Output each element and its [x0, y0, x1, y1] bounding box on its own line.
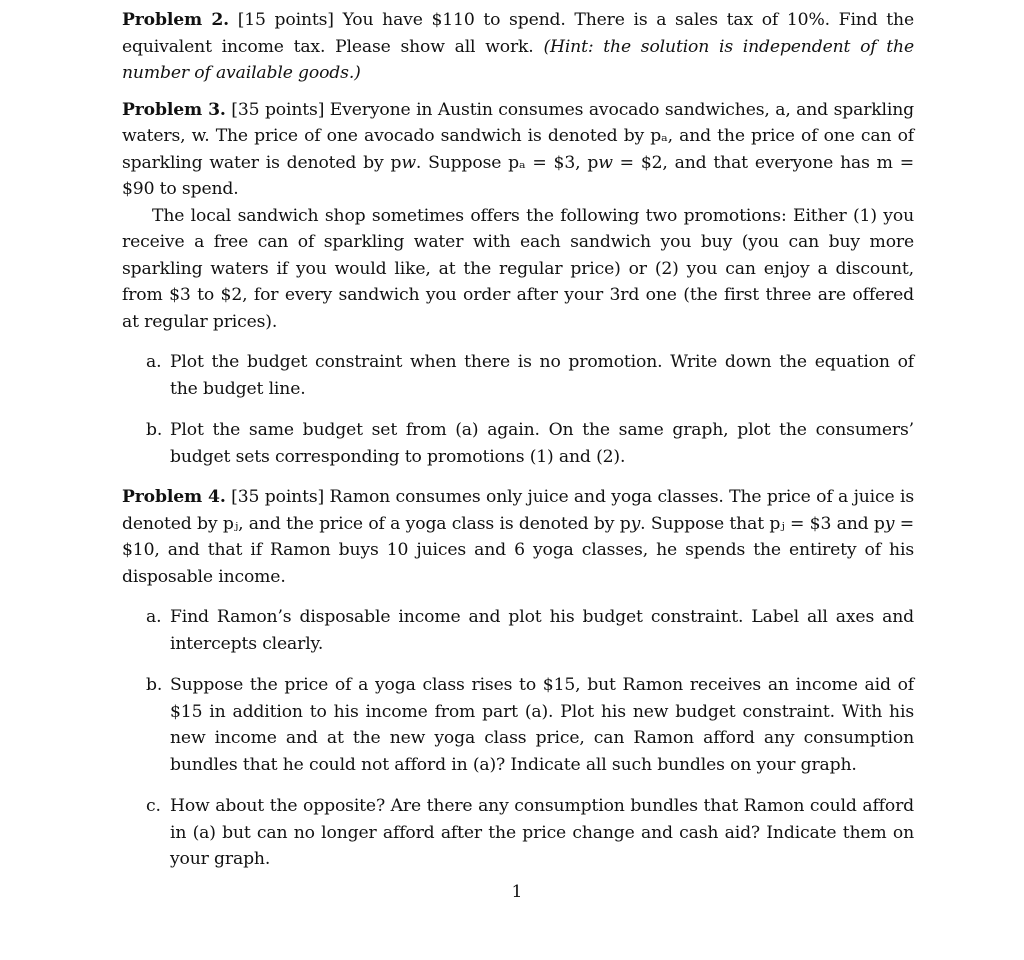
part-text: Suppose the price of a yoga class rises to $15, but Ramon receives an income aid of $15 in addition to his income from part (a). Plot his new budget constraint. With his new income and at the new yoga class price, can Ramon afford any consumption bundles that he could not afford in (a)? Indicate all such bundles on your graph. [170, 675, 914, 775]
problem-3 [122, 97, 914, 471]
problem-3-part-a [122, 349, 914, 402]
part-text: Find Ramon’s disposable income and plot his budget constraint. Label all axes and intercepts clearly. [170, 607, 914, 654]
part-marker: c. [146, 796, 161, 816]
part-text: How about the opposite? Are there any consumption bundles that Ramon could afford in (a) but can no longer afford after the price change and cash aid? Indicate them on your graph. [170, 796, 914, 869]
part-text: Plot the budget constraint when there is no promotion. Write down the equation of the budget line. [170, 352, 914, 399]
problem-4-part-c [122, 793, 914, 873]
part-marker: a. [146, 607, 162, 627]
problem-2-paragraph [122, 7, 914, 87]
part-marker: a. [146, 352, 162, 372]
problem-4-part-b [122, 672, 914, 778]
problem-3-part-b [122, 417, 914, 470]
problem-3-label: Problem 3. [122, 99, 226, 120]
problem-3-paragraph-1 [122, 97, 914, 203]
problem-2-text: [15 points] You have $110 to spend. There is a sales tax of 10%. Find the equivalent income tax. Please show all work. [122, 10, 914, 57]
part-text: Plot the same budget set from (a) again. On the same graph, plot the consumers’ budget sets corresponding to promotions (1) and (2). [170, 420, 914, 467]
part-marker: b. [146, 420, 163, 440]
problem-4-part-a [122, 604, 914, 657]
document-page [122, 7, 914, 887]
problem-4-paragraph [122, 484, 914, 590]
problem-2 [122, 7, 914, 87]
problem-3-paragraph-2: The local sandwich shop sometimes offers the following two promotions: Either (1) you receive a free can of sparkling water with each sandwich you buy (you can buy more sparkling waters if you would like, at the regular price) or (2) you can enjoy a discount, from $3 to $2, for every sandwich you order after your 3rd one (the first three are offered at regular prices). [122, 205, 914, 332]
problem-2-label: Problem 2. [122, 10, 229, 30]
problem-4-parts [122, 604, 914, 873]
problem-4 [122, 484, 914, 873]
problem-3-parts [122, 349, 914, 470]
page-number: 1 [511, 882, 523, 902]
problem-2-hint: (Hint: the solution is independent of the number of available goods.) [122, 36, 914, 83]
problem-4-text: [35 points] Ramon consumes only juice and yoga classes. The price of a juice is denoted by pⱼ, and the price of a yoga class is denoted by p𝑦. Suppose that pⱼ = $3 and p𝑦 = $10, and that if Ramon buys 10 juices and 6 yoga classes, he spends the entirety of his disposable income. [122, 487, 914, 587]
problem-3-text: [35 points] Everyone in Austin consumes avocado sandwiches, a, and sparkling waters, w. The price of one avocado sandwich is denoted by pₐ, and the price of one can of sparkling water is denoted by p𝑤. Suppose pₐ = $3, p𝑤 = $2, and that everyone has m = $90 to spend. [122, 99, 914, 199]
problem-4-label: Problem 4. [122, 487, 226, 507]
part-marker: b. [146, 675, 163, 695]
